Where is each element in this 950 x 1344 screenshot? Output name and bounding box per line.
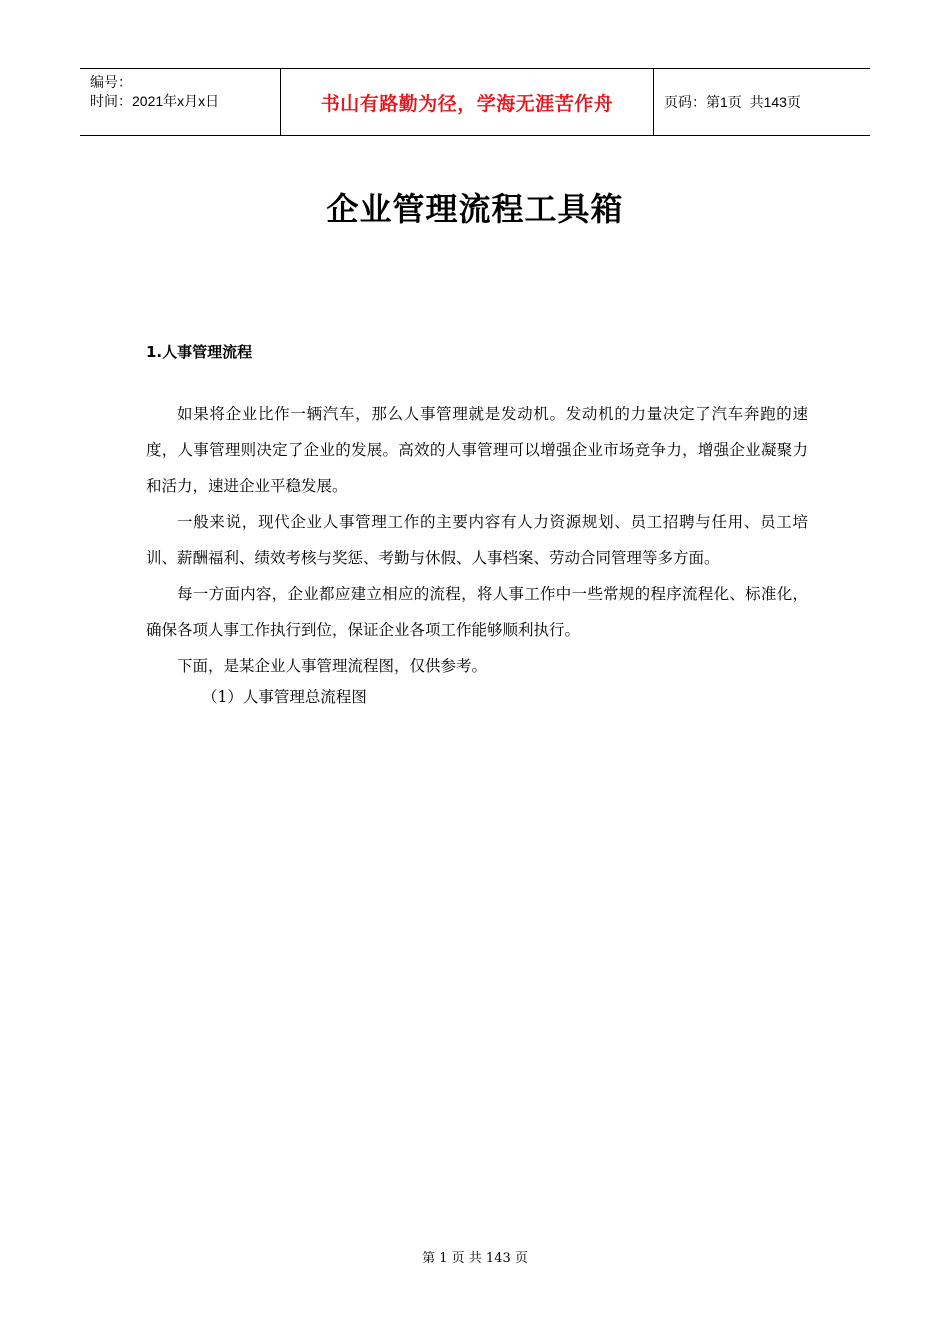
subheading: （1）人事管理总流程图 <box>202 688 367 706</box>
paragraph: 一般来说，现代企业人事管理工作的主要内容有人力资源规划、员工招聘与任用、员工培训、薪酬福利、绩效考核与奖惩、考勤与休假、人事档案、劳动合同管理等多方面。 <box>146 513 808 567</box>
page-info: 页码：第1页 共143页 <box>664 94 801 110</box>
paragraph: 如果将企业比作一辆汽车，那么人事管理就是发动机。发动机的力量决定了汽车奔跑的速度，人事管理则决定了企业的发展。高效的人事管理可以增强企业市场竞争力，增强企业凝聚力和活力，速进企业平稳发展。 <box>146 405 808 495</box>
header-page-cell <box>654 69 870 135</box>
paragraph: 每一方面内容，企业都应建立相应的流程，将人事工作中一些常规的程序流程化、标准化，确保各项人事工作执行到位，保证企业各项工作能够顺利执行。 <box>146 585 808 639</box>
header-meta-cell <box>80 69 281 135</box>
paragraph: 下面，是某企业人事管理流程图，仅供参考。 <box>177 657 488 675</box>
header-table <box>80 68 870 136</box>
motto-text: 书山有路勤为径，学海无涯苦作舟 <box>320 92 614 115</box>
body-text <box>146 396 808 684</box>
document-title: 企业管理流程工具箱 <box>326 190 624 228</box>
number-label: 编号： <box>90 74 132 90</box>
header-motto-cell <box>281 69 654 135</box>
time-label: 时间：2021年x月x日 <box>90 93 220 109</box>
section-heading: 1.人事管理流程 <box>146 343 253 361</box>
page-footer: 第 1 页 共 143 页 <box>422 1251 528 1266</box>
